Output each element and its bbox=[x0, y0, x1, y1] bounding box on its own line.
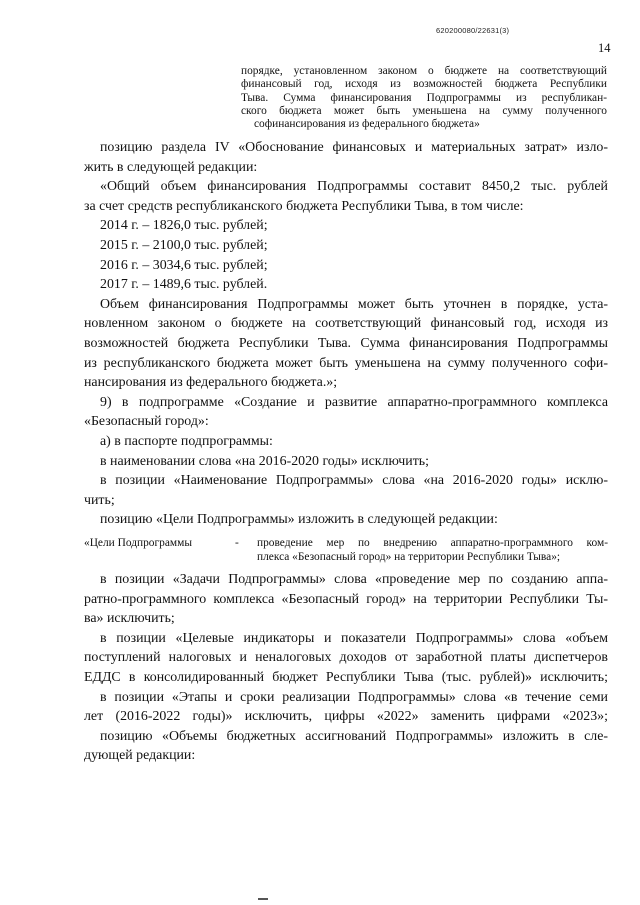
goals-row bbox=[84, 537, 608, 567]
text-line: позицию раздела IV «Обоснование финансовых и материальных затрат» изло- bbox=[100, 140, 608, 155]
text-line: позицию «Объемы бюджетных ассигнований Подпрограммы» изложить в сле- bbox=[100, 728, 608, 744]
text-line: из республиканского бюджета может быть уменьшена на сумму полученного софи- bbox=[84, 355, 608, 371]
text-line: дующей редакции: bbox=[84, 748, 196, 764]
goals-dash: - bbox=[235, 537, 239, 549]
text-line: а) в паспорте подпрограммы: bbox=[100, 433, 273, 449]
text-line: Объем финансирования Подпрограммы может быть уточнен в порядке, уста- bbox=[100, 296, 608, 312]
goals-value bbox=[257, 537, 608, 564]
text-line: в наименовании слова «на 2016-2020 годы» исключить; bbox=[100, 453, 429, 469]
text-line: ЕДДС в консолидированный бюджет Республики Тыва (тыс. рублей)» исключить; bbox=[84, 669, 608, 685]
document-id: 620200080/22631(3) bbox=[436, 26, 510, 35]
text-line: софинансирования из федерального бюджета» bbox=[254, 118, 480, 131]
footer-mark bbox=[258, 898, 268, 900]
text-line: ратно-программного комплекса «Безопасный город» на территории Республики Ты- bbox=[84, 591, 608, 607]
carried-over-text bbox=[241, 65, 607, 131]
body-section-1 bbox=[84, 138, 608, 530]
text-line: 2017 г. – 1489,6 тыс. рублей. bbox=[100, 277, 268, 293]
text-line: 2014 г. – 1826,0 тыс. рублей; bbox=[100, 218, 268, 234]
text-line: ского бюджета может быть уменьшена на сумму полученного bbox=[241, 104, 607, 117]
text-line: жить в следующей редакции: bbox=[84, 159, 258, 175]
text-line: новленном законом о бюджете на соответствующий финансовый год, исходя из bbox=[84, 316, 608, 332]
text-line: порядке, установленном законом о бюджете на соответствующий bbox=[241, 65, 607, 77]
text-line: чить; bbox=[84, 492, 115, 508]
text-line: в позиции «Целевые индикаторы и показатели Подпрограммы» слова «объем bbox=[100, 630, 608, 646]
body-section-2 bbox=[84, 570, 608, 766]
text-line: позицию «Цели Подпрограммы» изложить в следующей редакции: bbox=[100, 512, 498, 528]
text-line: 2016 г. – 3034,6 тыс. рублей; bbox=[100, 257, 268, 273]
text-line: возможностей бюджета Республики Тыва. Сумма финансирования Подпрограммы bbox=[84, 335, 608, 351]
text-line: проведение мер по внедрению аппаратно-программного ком- bbox=[257, 537, 608, 549]
text-line: в позиции «Наименование Подпрограммы» слова «на 2016-2020 годы» исклю- bbox=[100, 473, 608, 489]
text-line: нансирования из федерального бюджета.»; bbox=[84, 375, 338, 391]
text-line: «Общий объем финансирования Подпрограммы составит 8450,2 тыс. рублей bbox=[100, 179, 608, 195]
text-line: 9) в подпрограмме «Создание и развитие аппаратно-программного комплекса bbox=[100, 394, 608, 410]
text-line: в позиции «Этапы и сроки реализации Подпрограммы» слова «в течение семи bbox=[100, 689, 608, 705]
page-number: 14 bbox=[598, 41, 611, 55]
text-line: за счет средств республиканского бюджета Республики Тыва, в том числе: bbox=[84, 198, 524, 214]
text-line: плекса «Безопасный город» на территории Республики Тыва»; bbox=[257, 550, 561, 563]
text-line: в позиции «Задачи Подпрограммы» слова «проведение мер по созданию аппа- bbox=[100, 572, 608, 587]
text-line: 2015 г. – 2100,0 тыс. рублей; bbox=[100, 237, 268, 253]
goals-label: «Цели Подпрограммы bbox=[84, 537, 192, 549]
text-line: ва» исключить; bbox=[84, 611, 175, 627]
text-line: поступлений налоговых и неналоговых доходов от заработной платы диспетчеров bbox=[84, 650, 608, 666]
text-line: лет (2016-2022 годы)» исключить, цифры «2022» заменить цифрами «2023»; bbox=[84, 709, 608, 725]
text-line: финансовый год, исходя из возможностей бюджета Республики bbox=[241, 78, 607, 91]
text-line: «Безопасный город»: bbox=[84, 414, 209, 430]
text-line: Тыва. Сумма финансирования Подпрограммы из республикан- bbox=[241, 91, 607, 104]
